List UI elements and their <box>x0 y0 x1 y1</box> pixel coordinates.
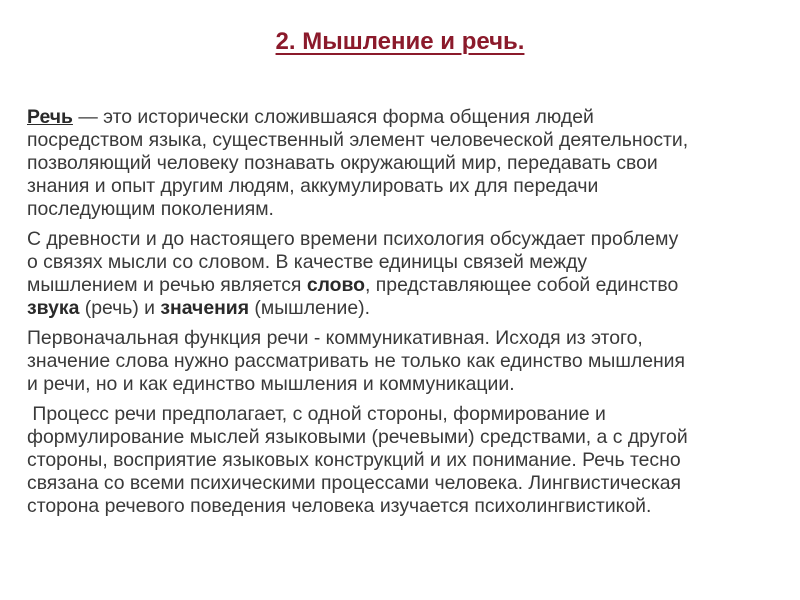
paragraph-history <box>27 228 779 320</box>
paragraph-line: стороны, восприятие языковых конструкций и их понимание. Речь тесно <box>27 449 681 471</box>
paragraph-line: связана со всеми психическими процессами человека. Лингвистическая <box>27 472 682 494</box>
paragraph-line: С древности и до настоящего времени психология обсуждает проблему <box>27 228 679 250</box>
paragraph-line: формулирование мыслей языковыми (речевыми) средствами, а с другой <box>27 426 688 448</box>
paragraph-line: последующим поколениям. <box>27 198 274 220</box>
paragraph-line <box>27 106 779 129</box>
slide-title: 2. Мышление и речь. <box>275 28 525 55</box>
paragraph-function <box>27 327 779 396</box>
paragraph-line: Первоначальная функция речи - коммуникативная. Исходя из этого, <box>27 327 643 349</box>
paragraph-line: значение слова нужно рассматривать не только как единство мышления <box>27 350 686 372</box>
paragraph-line: о связях мысли со словом. В качестве единицы связей между <box>27 251 588 273</box>
paragraph-line: знания и опыт другим людям, аккумулировать их для передачи <box>27 175 599 197</box>
paragraph-line <box>27 274 779 297</box>
paragraph-text: (речь) и <box>79 297 161 319</box>
paragraph-line: и речи, но и как единство мышления и коммуникации. <box>27 373 515 395</box>
paragraph-line <box>27 297 779 320</box>
paragraph-line: посредством языка, существенный элемент человеческой деятельности, <box>27 129 689 151</box>
paragraph-text: — это исторически сложившаяся форма общения людей <box>72 106 594 128</box>
bold-term-znachenie: значения <box>160 297 250 319</box>
slide-body <box>27 106 779 525</box>
paragraph-text: (мышление). <box>249 297 370 319</box>
paragraph-line: Процесс речи предполагает, с одной стороны, формирование и <box>27 403 606 425</box>
paragraph-text: , представляющее собой единство <box>365 274 679 296</box>
bold-term-slovo: слово <box>306 274 366 296</box>
paragraph-line: позволяющий человеку познавать окружающий мир, передавать свои <box>27 152 658 174</box>
paragraph-line: сторона речевого поведения человека изучается психолингвистикой. <box>27 495 652 517</box>
paragraph-definition <box>27 106 779 221</box>
term-rech: Речь <box>27 106 73 128</box>
paragraph-process <box>27 403 779 518</box>
paragraph-text: мышлением и речью является <box>27 274 307 296</box>
bold-term-zvuk: звука <box>27 297 80 319</box>
